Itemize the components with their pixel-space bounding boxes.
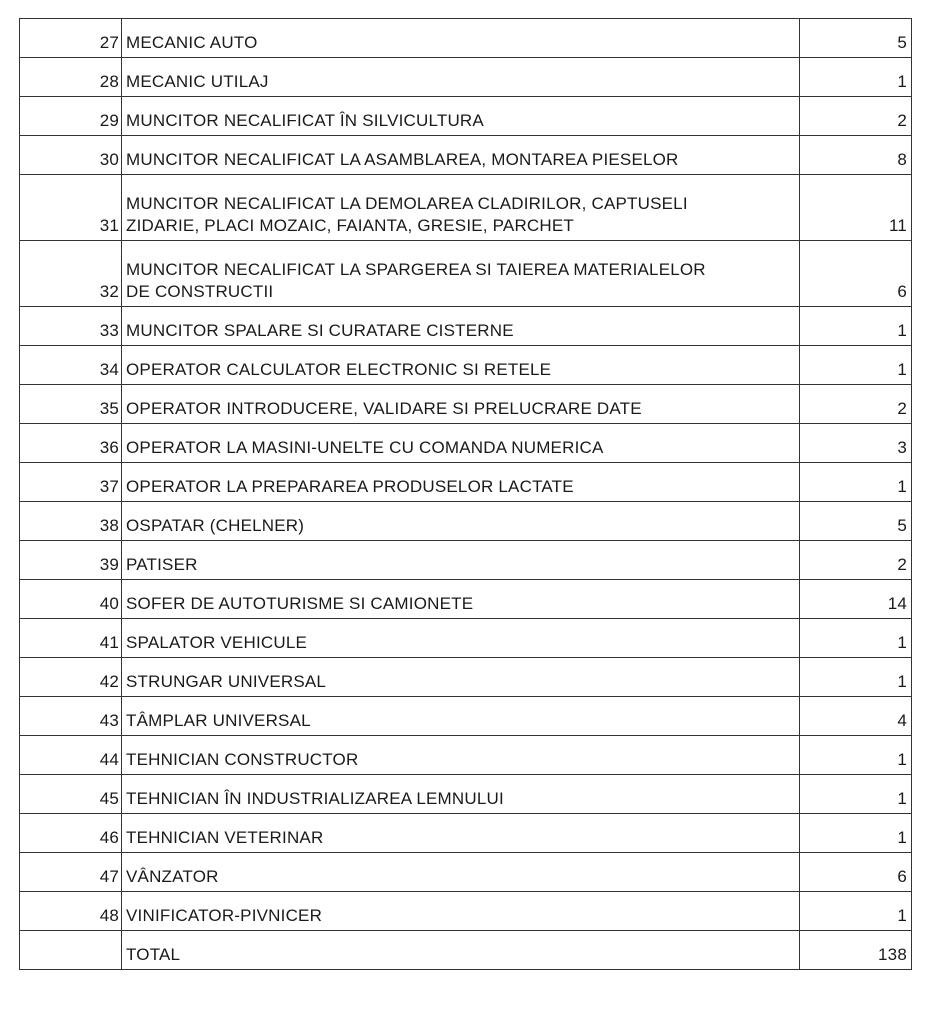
table-row [20, 619, 912, 658]
occupation-name: TEHNICIAN ÎN INDUSTRIALIZAREA LEMNULUI [122, 775, 800, 814]
vacancy-count: 6 [800, 853, 912, 892]
occupation-name: MUNCITOR NECALIFICAT LA SPARGEREA SI TAIEREA MATERIALELOR DE CONSTRUCTII [122, 241, 800, 307]
vacancies-table [19, 18, 912, 970]
table-row [20, 307, 912, 346]
vacancy-count: 6 [800, 241, 912, 307]
document-page [19, 18, 912, 970]
vacancy-count: 1 [800, 775, 912, 814]
table-row [20, 892, 912, 931]
vacancy-count: 1 [800, 658, 912, 697]
vacancy-count: 1 [800, 463, 912, 502]
occupation-name: MUNCITOR NECALIFICAT LA ASAMBLAREA, MONTAREA PIESELOR [122, 136, 800, 175]
row-number: 27 [20, 19, 122, 58]
row-number: 40 [20, 580, 122, 619]
row-number: 29 [20, 97, 122, 136]
occupation-name: OPERATOR LA PREPARAREA PRODUSELOR LACTATE [122, 463, 800, 502]
row-number: 48 [20, 892, 122, 931]
total-row [20, 931, 912, 970]
table-body [20, 19, 912, 970]
row-number: 30 [20, 136, 122, 175]
table-row [20, 136, 912, 175]
table-row [20, 658, 912, 697]
vacancy-count: 3 [800, 424, 912, 463]
vacancy-count: 2 [800, 97, 912, 136]
table-row [20, 463, 912, 502]
occupation-name: TEHNICIAN VETERINAR [122, 814, 800, 853]
row-number: 42 [20, 658, 122, 697]
table-row [20, 775, 912, 814]
occupation-name: MUNCITOR NECALIFICAT LA DEMOLAREA CLADIRILOR, CAPTUSELI ZIDARIE, PLACI MOZAIC, FAIANTA, GRESIE, PARCHET [122, 175, 800, 241]
vacancy-count: 5 [800, 19, 912, 58]
occupation-name: TÂMPLAR UNIVERSAL [122, 697, 800, 736]
occupation-name: SOFER DE AUTOTURISME SI CAMIONETE [122, 580, 800, 619]
row-number: 37 [20, 463, 122, 502]
table-row [20, 346, 912, 385]
vacancy-count: 1 [800, 892, 912, 931]
occupation-name: MUNCITOR SPALARE SI CURATARE CISTERNE [122, 307, 800, 346]
occupation-name: MUNCITOR NECALIFICAT ÎN SILVICULTURA [122, 97, 800, 136]
occupation-name: SPALATOR VEHICULE [122, 619, 800, 658]
vacancy-count: 1 [800, 58, 912, 97]
total-label: TOTAL [122, 931, 800, 970]
row-number: 46 [20, 814, 122, 853]
occupation-name: VÂNZATOR [122, 853, 800, 892]
table-row [20, 97, 912, 136]
table-row [20, 502, 912, 541]
table-row [20, 697, 912, 736]
row-number: 35 [20, 385, 122, 424]
row-number: 38 [20, 502, 122, 541]
table-row [20, 385, 912, 424]
table-row [20, 19, 912, 58]
vacancy-count: 11 [800, 175, 912, 241]
row-number: 45 [20, 775, 122, 814]
total-count: 138 [800, 931, 912, 970]
vacancy-count: 1 [800, 307, 912, 346]
occupation-name: VINIFICATOR-PIVNICER [122, 892, 800, 931]
row-number: 41 [20, 619, 122, 658]
table-row [20, 424, 912, 463]
table-row [20, 580, 912, 619]
vacancy-count: 1 [800, 736, 912, 775]
row-number: 47 [20, 853, 122, 892]
vacancy-count: 2 [800, 541, 912, 580]
occupation-name: OPERATOR CALCULATOR ELECTRONIC SI RETELE [122, 346, 800, 385]
occupation-name: OPERATOR INTRODUCERE, VALIDARE SI PRELUCRARE DATE [122, 385, 800, 424]
occupation-name: MECANIC UTILAJ [122, 58, 800, 97]
row-number: 33 [20, 307, 122, 346]
occupation-name: OPERATOR LA MASINI-UNELTE CU COMANDA NUMERICA [122, 424, 800, 463]
vacancy-count: 14 [800, 580, 912, 619]
row-number: 43 [20, 697, 122, 736]
vacancy-count: 8 [800, 136, 912, 175]
table-row [20, 241, 912, 307]
table-row [20, 853, 912, 892]
vacancy-count: 1 [800, 814, 912, 853]
vacancy-count: 5 [800, 502, 912, 541]
occupation-name: STRUNGAR UNIVERSAL [122, 658, 800, 697]
row-number: 32 [20, 241, 122, 307]
table-row [20, 175, 912, 241]
row-number: 44 [20, 736, 122, 775]
vacancy-count: 1 [800, 346, 912, 385]
row-number: 28 [20, 58, 122, 97]
table-row [20, 541, 912, 580]
total-row-number [20, 931, 122, 970]
occupation-name: TEHNICIAN CONSTRUCTOR [122, 736, 800, 775]
vacancy-count: 2 [800, 385, 912, 424]
vacancy-count: 4 [800, 697, 912, 736]
occupation-name: PATISER [122, 541, 800, 580]
occupation-name: OSPATAR (CHELNER) [122, 502, 800, 541]
vacancy-count: 1 [800, 619, 912, 658]
table-row [20, 736, 912, 775]
row-number: 34 [20, 346, 122, 385]
occupation-name: MECANIC AUTO [122, 19, 800, 58]
row-number: 31 [20, 175, 122, 241]
row-number: 39 [20, 541, 122, 580]
table-row [20, 814, 912, 853]
table-row [20, 58, 912, 97]
row-number: 36 [20, 424, 122, 463]
